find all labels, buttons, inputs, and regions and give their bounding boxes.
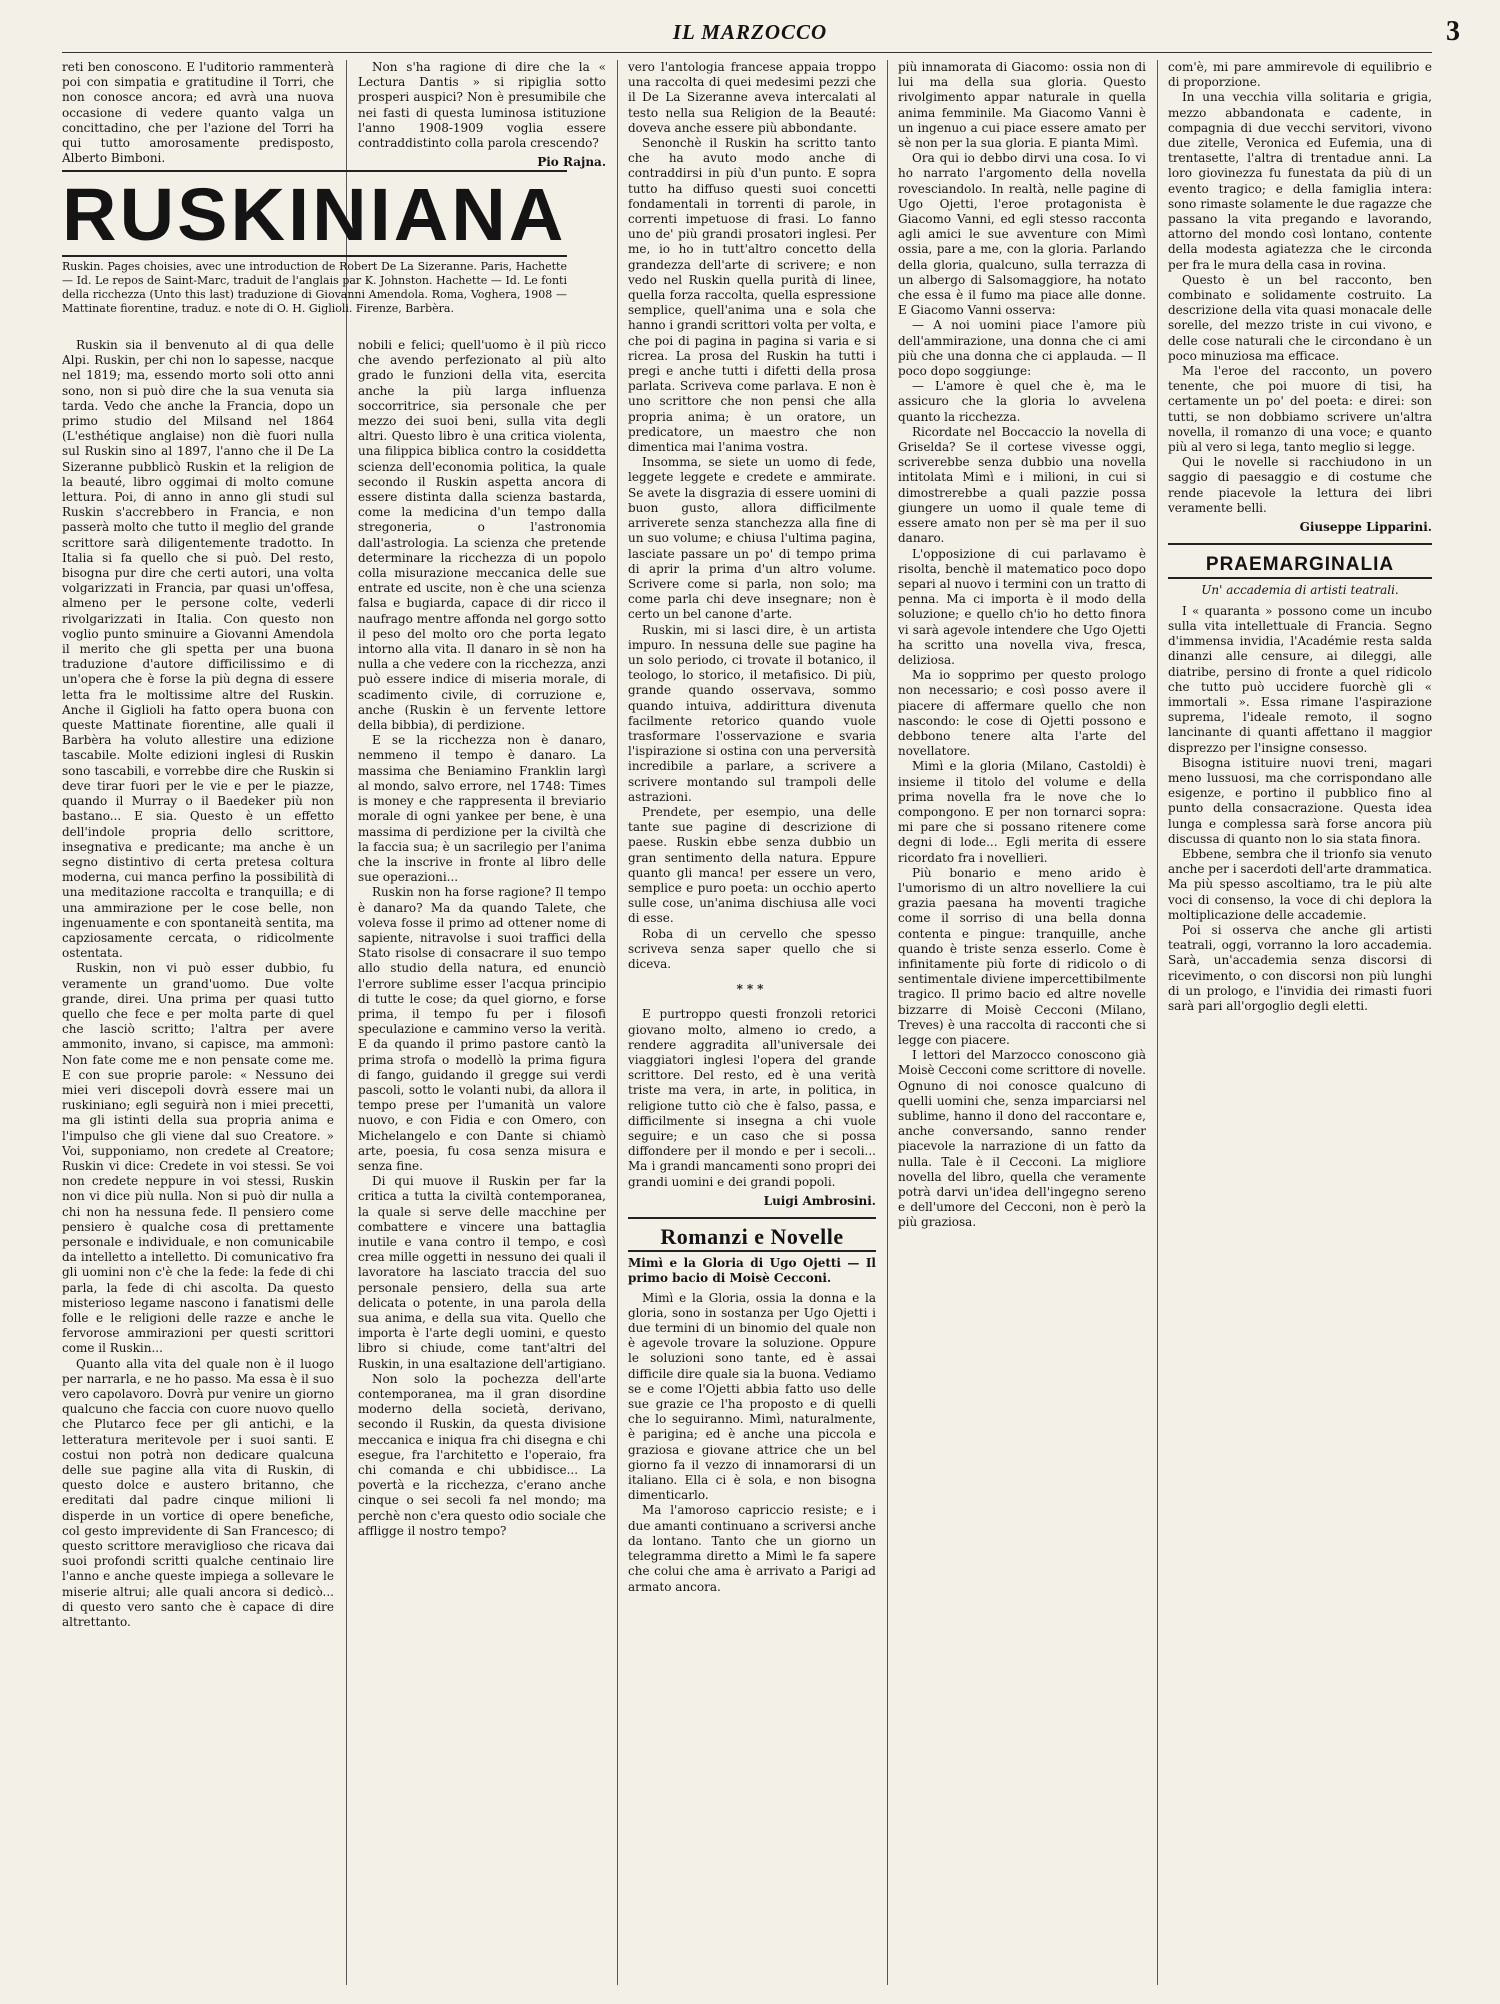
- column-rule: [887, 60, 888, 1985]
- section-rule: [628, 1217, 876, 1219]
- paragraph: Insomma, se siete un uomo di fede, leggete leggete e credete e ammirate. Se avete la disgrazia di essere uomini di buon gusto, allora difficilmente arriverete senza stanchezza alla fine di un suo volume; e chiusa l'ultima pagina, lasciate passare un po' di tempo prima di aprir la prima d'un altro volume. Scrivere come si parla, non solo; ma come parla chi deve insegnare; non è certo un bel canone d'arte.: [628, 455, 876, 622]
- paragraph: com'è, mi pare ammirevole di equilibrio e di proporzione.: [1168, 60, 1432, 90]
- paragraph: Roba di un cervello che spesso scriveva senza saper quello che si diceva.: [628, 926, 876, 971]
- paragraph: Senonchè il Ruskin ha scritto tanto che ha avuto modo anche di contraddirsi in più d'un punto. E sopra tutto ha diffuso questi suoi concetti fondamentali in torrenti di parole, in correnti impetuose di frasi. Lo fanno uno de' più grandi prosatori inglesi. Per me, io ho in tutt'altro concetto della grandezza dell'arte di scrivere; e non vedo nel Ruskin quella purità di linee, quella forza raccolta, quella espressione semplice, quell'anima una e sola che hanno i grandi scrittori volta per volta, e che poi di pagina in pagina si varia e si ricrea. La prosa del Ruskin ha tutti i pregi e anche tutti i difetti della prosa parlata. Scriveva come parlava. E non è uno scrittore che non pensi che alla propria anima; è un oratore, un predicatore, un maestro che non dimentica mai l'anima vostra.: [628, 136, 876, 455]
- title-rule-top: [62, 170, 567, 172]
- section-rule: [628, 1250, 876, 1252]
- column-5: [1168, 60, 1432, 1980]
- paragraph: Poi si osserva che anche gli artisti teatrali, oggi, vorranno la loro accademia. Sarà, un'accademia senza discorsi di ricevimento, o con discorsi non più lunghi di un prologo, e l'invidia dei rimasti fuori sarà pari all'orgoglio degli eletti.: [1168, 922, 1432, 1013]
- signature-lipparini: Giuseppe Lipparini.: [1299, 520, 1432, 535]
- column-rule: [617, 60, 618, 1985]
- paragraph: Ruskin non ha forse ragione? Il tempo è danaro? Ma da quando Talete, che voleva fosse il primo ad ottener nome di sapiente, nitravolse i suoi traffici della Stato risolse di consacrare il suo tempo allo studio della natura, ed enunciò l'errore sublime esser l'acqua principio di tutte le cose; da quel giorno, e forse prima, il tempo fu per i filosofi speculazione e cammino verso la verità. E da quando il primo pastore cantò la prima strofa o modellò la prima figura di fango, guidando il gregge sui verdi pascoli, sotto le volanti nubi, da allora il tempo prese per l'umanità un valore nuovo, e con Fidia e con Omero, con Michelangelo e con Dante si chiamò arte, poesia, fu cosa senza misura e senza fine.: [358, 885, 606, 1173]
- paragraph: Ricordate nel Boccaccio la novella di Griselda? Se il cortese vivesse oggi, scriverebbe senza dubbio una novella intitolata Mimì e i milioni, in cui si dimostrerebbe a quali pazzie possa giungere un uomo il quale teme di essere amato non per sè ma per il suo danaro.: [898, 424, 1146, 546]
- paragraph: più innamorata di Giacomo: ossia non di lui ma della sua gloria. Questo rivolgimento appar naturale in quella anima femminile. Ma Giacomo Vanni è un ingenuo a cui piace essere amato per sè non per la sua gloria. E pianta Mimì.: [898, 60, 1146, 151]
- paragraph: Mimì e la gloria (Milano, Castoldi) è insieme il titolo del volume e della prima novella fra le nove che lo compongono. E per non tornarci sopra: mi pare che si possano ritenere come degni di lode... Egli merita di essere ricordato fra i novellieri.: [898, 759, 1146, 865]
- intro-text-2: Non s'ha ragione di dire che la « Lectura Dantis » si ripiglia sotto prosperi auspici? Non è presumibile che nei fasti di questa luminosa istituzione l'anno 1908-1909 voglia essere contraddistinto colla parola crescendo?: [358, 60, 606, 151]
- paragraph: Ebbene, sembra che il trionfo sia venuto anche per i sacerdoti dell'arte drammatica. Ma più spesso ascoltiamo, tra le più alte voci di consenso, la voce di chi deplora la moltiplicazione delle accademie.: [1168, 846, 1432, 922]
- praemarginalia-title: PRAEMARGINALIA: [1205, 554, 1395, 576]
- intro-text-1: reti ben conoscono. E l'uditorio rammenterà poi con simpatia e gratitudine il Torri, che non conosce ancora; ed avrà una nuova occasione di vedere quanto valga un concittadino, che per l'azione del Torri ha qui tutto amorosamente predisposto, Alberto Bimboni.: [62, 60, 334, 166]
- column-1: [62, 338, 334, 1978]
- column-3: [628, 60, 876, 1980]
- page-number: 3: [1446, 16, 1460, 47]
- paragraph: Qui le novelle si racchiudono in un saggio di paesaggio e di costume che rende piacevole la lettura dei libri veramente belli.: [1168, 455, 1432, 515]
- paragraph: In una vecchia villa solitaria e grigia, mezzo abbandonata e cadente, in compagnia di due vecchi servitori, vivono due zitelle, Veronica ed Eufemia, una di trentasette, l'altra di trentadue anni. La loro giovinezza fu funestata da più di un evento tragico; e della famiglia intera: sono rimaste solamente le due ragazze che passano la vita pregando e lavorando, attorno del mondo così lontano, contente della modesta agiatezza che le circonda per fra le mura della casa in rovina.: [1168, 90, 1432, 272]
- newspaper-title: IL MARZOCCO: [672, 20, 828, 44]
- section-divider: ***: [736, 982, 768, 997]
- bibliography: Ruskin. Pages choisies, avec une introduction de Robert De La Sizeranne. Paris, Hachette — Id. Le repos de Saint-Marc, traduit de l'anglais par K. Johnston. Hachette — Id. Le fonti della ricchezza (Unto this last) traduzione di Giovanni Amendola. Roma, Voghera, 1908 — Mattinate fiorentine, traduz. e note di O. H. Giglioli. Firenze, Barbèra.: [62, 260, 567, 315]
- signature-rajna: Pio Rajna.: [537, 155, 606, 170]
- column-2: [358, 338, 606, 1978]
- paragraph: Ma l'eroe del racconto, un povero tenente, che poi muore di tisi, ha certamente un po' del poeta: e direi: son tutti, se non dobbiamo scrivere un'altra novella, il romanzo di una voce; e quanto più al vero si lega, tanto meglio si legge.: [1168, 364, 1432, 455]
- header-rule: [62, 52, 1432, 53]
- paragraph: Ma io sopprimo per questo prologo non necessario; e così posso avere il piacere di affermare quello che non nascondo: le cose di Ojetti possono e debbono tenere alta l'arte del novellatore.: [898, 668, 1146, 759]
- paragraph: Non solo la pochezza dell'arte contemporanea, ma il gran disordine moderno della società, derivano, secondo il Ruskin, da questa divisione meccanica e iniqua fra chi disegna e chi esegue, fra l'architetto e l'operaio, fra chi comanda e chi ubbidisce... La povertà e la ricchezza, c'erano anche cinque o sei secoli fa nel mondo; ma perchè non c'era questo odio sociale che affligge il nostro tempo?: [358, 1371, 606, 1538]
- intro-column-2: [358, 60, 606, 172]
- section-rule: [1168, 543, 1432, 545]
- paragraph: Ruskin sia il benvenuto al di qua delle Alpi. Ruskin, per chi non lo sapesse, nacque nel 1819; ma, essendo morto soli otto anni sono, non si può dire che la sua venuta sia tarda. Vedo che anche la Francia, dopo un primo studio del Milsand nel 1864 (L'esthétique anglaise) non diè fuori nulla sul Ruskin sino al 1897, l'anno che il De La Sizeranne pubblicò Ruskin et la religion de la beauté, libro oggimai di molto comune lettura. Poi, di anno in anno gli studi sul Ruskin s'accrebbero in Francia, e non passerà molto che tutto il meglio del grande scrittore sarà diligentemente tradotto. In Italia si fa quello che si può. Del resto, bisogna pur dire che certi autori, una volta volgarizzati in Francia, par quasi un'offesa, almeno per le persone colte, vederli rivolgarizzati in Italia. Con questo non voglio punto sminuire a Giovanni Amendola il merito che gli spetta per una buona traduzione d'autore difficilissimo e di un'opera che è forse la più degna di essere letta fra le moltissime altre del Ruskin. Anche il Giglioli ha fatto opera buona con queste Mattinate fiorentine, alle quali il Barbèra ha voluto allestire una edizione tascabile. Molte edizioni inglesi di Ruskin sono tascabili, e vorrebbe dire che Ruskin si deve tirar fuori per le vie e per le piazze, quando il Murray o il Baedeker più non bastano... E sia. Questo è un effetto dell'indole propria dello scrittore, insegnativa e predicante; ma anche è un segno distintivo di certa pretesa coltura moderna, cui manca perfino la possibilità di una meditazione raccolta e tranquilla; e di una ammirazione per le cose belle, non ingenuamente e con spontaneità sentita, ma capziosamente cercata, o ridicolmente ostentata.: [62, 338, 334, 961]
- column-rule: [1157, 60, 1158, 1985]
- praemarginalia-subtitle: Un' accademia di artisti teatrali.: [1201, 582, 1399, 597]
- column-rule: [346, 60, 347, 1985]
- paragraph: vero l'antologia francese appaia troppo una raccolta di quei medesimi pezzi che il De La Sizeranne aveva intercalati al testo nella sua Religion de la Beauté: doveva anche essere più abbondante.: [628, 60, 876, 135]
- romanzi-title: Romanzi e Novelle: [660, 1224, 844, 1250]
- intro-column-1: [62, 60, 334, 170]
- paragraph: I lettori del Marzocco conoscono già Moisè Cecconi come scrittore di novelle. Ognuno di noi conosce qualcuno di quelli uomini che, senza imparciarsi nel sublime, hanno il dono del raccontare e, anche conversando, sanno render piacevole la narrazione di un fatto da nulla. Tale è il Cecconi. La migliore novella del libro, quella che veramente potrà darvi un'idea dell'ingegno sereno e dell'umore del Cecconi, non è però la più graziosa.: [898, 1048, 1146, 1230]
- paragraph: — A noi uomini piace l'amore più dell'ammirazione, una donna che ci ami più che una donna che ci applauda. — Il poco dopo soggiunge:: [898, 318, 1146, 379]
- paragraph: Ma l'amoroso capriccio resiste; e i due amanti continuano a scriversi anche da lontano. Tanto che un giorno un telegramma diretto a Mimì le fa sapere che colui che ama è arrivato a Parigi ad armato ancora.: [628, 1503, 876, 1594]
- paragraph: Ruskin, mi si lasci dire, è un artista impuro. In nessuna delle sue pagine ha un solo periodo, ci trovate il botanico, il teologo, lo storico, il metafisico. Di più, grande quando osservava, sommo quando intuiva, addirittura divenuta facilmente retorico quando vuole trasformare l'osservazione e svaria l'ispirazione si ostina con una perversità incredibile a parlare, a scrivere a scrivere montando sul trampoli delle astrazioni.: [628, 622, 876, 804]
- paragraph: Più bonario e meno arido è l'umorismo di un altro novelliere la cui grazia paesana ha moventi tragiche come il sorriso di una bella donna contenta e pingue: tranquille, anche quando è triste senza esserlo. Come è infinitamente più forte di ridicolo o di sentimentale diviene impercettibilmente tragico. Il primo bacio ed altre novelle bizzarre di Moisè Cecconi (Milano, Treves) è una raccolta di racconti che si legge con piacere.: [898, 865, 1146, 1047]
- paragraph: Quanto alla vita del quale non è il luogo per narrarla, e ne ho passo. Ma essa è il suo vero capolavoro. Dovrà pur venire un giorno qualcuno che faccia con cuore nuovo quello che Plutarco fece per gli antichi, e la letteratura meritevole per i suoi santi. E costui non potrà non dedicare qualcuna delle sue pagine alla vita di Ruskin, di questo dolce e austero britanno, che ereditati dal padre cinque milioni li disperde in un vortice di opere benefiche, col gesto imprevidente di San Francesco; di questo scrittore meraviglioso che ricava dai suoi profondi scritti qualche centinaio lire l'anno e anche queste impiega a sollevare le miserie altrui; alle quali ancora si dedicò... di questo vero santo che è capace di dire altrettanto.: [62, 1356, 334, 1630]
- paragraph: Di qui muove il Ruskin per far la critica a tutta la civiltà contemporanea, la quale si serve delle macchine per combattere e vincere una battaglia inutile e vana contro il tempo, e così crea mille oggetti in nessuno dei quali il lavoratore ha lasciato traccia del suo personale pensiero, della sua arte delicata o potente, in una parola della sua anima, e della sua vita. Quello che importa è l'arte degli uomini, e questo libro si chiude, come tant'altri del Ruskin, in una esaltazione dell'artigiano.: [358, 1174, 606, 1371]
- paragraph: nobili e felici; quell'uomo è il più ricco che avendo perfezionato al più alto grado le funzioni della vita, esercita anche la più larga influenza soccorritrice, sia personale che per mezzo dei suoi beni, sulla vita degli altri. Questo libro è una critica violenta, una filippica biblica contro la cosiddetta scienza dell'economia politica, la quale secondo il Ruskin aspetta ancora di essere distinta dalla scienza bastarda, come la medicina d'un tempo dalla stregoneria, o l'astronomia dall'astrologia. La scienza che pretende determinare la ricchezza di un popolo colla misurazione meccanica delle sue entrate ed uscite, non è che una scienza falsa e bugiarda, capace di dir ricco il naufrago mentre affonda nel gorgo sotto il peso del molto oro che porta legato intorno alla vita. Il danaro in sè non ha nulla a che vedere con la ricchezza, anzi può essere indice di miseria morale, di scadimento civile, di corruzione e, anche (Ruskin è un fervente lettore della bibbia), di perdizione.: [358, 338, 606, 733]
- paragraph: L'opposizione di cui parlavamo è risolta, benchè il matematico poco dopo separi al nuovo i termini con un tratto di penna. Ma ci importa è il modo della soluzione; e quello ch'io ho detto finora vi sarà agevole intendere che Ugo Ojetti ha scritto una novella viva, fresca, deliziosa.: [898, 546, 1146, 667]
- paragraph: Questo è un bel racconto, ben combinato e solidamente costruito. La descrizione della vita quasi monacale delle sorelle, del mezzo triste in cui vivono, e delle cose naturali che le circondano è un poco minuziosa ma efficace.: [1168, 272, 1432, 363]
- column-4: [898, 60, 1146, 1980]
- ruskiniana-title: RUSKINIANA: [62, 173, 567, 256]
- section-rule: [1168, 577, 1432, 579]
- paragraph: Ora qui io debbo dirvi una cosa. Io vi ho narrato l'argomento della novella rovesciandolo. In realtà, nelle pagine di Ugo Ojetti, l'eroe protagonista è Giacomo Vanni, ed egli stesso racconta agli amici le sue avventure con Mimì ossia, pare a me, con la gloria. Parlando della gloria, qualcuno, sulla terrazza di un albergo di Salsomaggiore, ha notato che essa è il fumo ma piace alle donne. E Giacomo Vanni osserva:: [898, 151, 1146, 318]
- paragraph: — L'amore è quel che è, ma le assicuro che la gloria lo avvelena quanto la ricchezza.: [898, 379, 1146, 424]
- romanzi-subtitle: Mimì e la Gloria di Ugo Ojetti — Il primo bacio di Moisè Cecconi.: [628, 1256, 876, 1286]
- paragraph: E purtroppo questi fronzoli retorici giovano molto, almeno io credo, a rendere aggradita all'universale dei viaggiatori inglesi l'opera del grande scrittore. Del resto, ed è una verità triste ma vera, in arte, in politica, in religione tutto ciò che è falso, passa, e difficilmente si insegna a chi vuole seguire; e un caso che si possa diffondere per il mondo e per i secoli... Ma i grandi mancamenti sono propri dei grandi uomini e dei grandi popoli.: [628, 1007, 876, 1189]
- paragraph: Ruskin, non vi può esser dubbio, fu veramente un grand'uomo. Due volte grande, direi. Una prima per quasi tutto quello che fece e per molta parte di quel che lasciò scritto; l'altra per avere ammonito, invano, si capisce, ma ammonì: Non fate come me e non pensate come me. E con sue proprie parole: « Nessuno dei miei veri discepoli dovrà essere mai un ruskiniano; egli seguirà non i miei precetti, ma gli istinti della sua propria anima e l'impulso che gli viene dal suo Creatore. » Voi, supponiamo, non credete al Creatore; Ruskin vi dice: Credete in voi stessi. Se voi non credete neppure in voi stessi, Ruskin non vi dice più nulla. Non si può dir nulla a chi non ha nessuna fede. Il pensiero come pensiero è qualche cosa di prettamente personale e individuale, e non comunicabile da intelletto a intelletto. Di comunicativo fra gli uomini non c'è che la fede: la fede di chi parla, la fede di chi ascolta. Da questo misterioso legame nascono i fanatismi delle folle e le religioni delle razze e anche le fervorose ammirazioni per questi scrittori come il Ruskin...: [62, 961, 334, 1356]
- paragraph: I « quaranta » possono come un incubo sulla vita intellettuale di Francia. Segno d'immensa invidia, l'Académie resta salda dinanzi alle censure, ai dileggi, alle diatribe, persino di fronte a quel ridicolo che tutto può uccidere fuorchè gli « immortali ». Essa rimane l'aspirazione suprema, l'ideale remoto, il sogno lancinante di quanti affettano il maggior disprezzo per l'insigne consesso.: [1168, 603, 1432, 755]
- signature-ambrosini: Luigi Ambrosini.: [763, 1193, 876, 1208]
- paragraph: Mimì e la Gloria, ossia la donna e la gloria, sono in sostanza per Ugo Ojetti i due termini di un binomio del quale non è agevole trovare la soluzione. Oppure le soluzioni sono tante, ed è assai difficile dire quale sia la buona. Vediamo se e come l'Ojetti abbia fatto uso delle sue grazie ce l'ha proposto e di quelli che lo seguiranno. Mimì, naturalmente, è parigina; ed è anche una piccola e graziosa e giovane attrice che un bel giorno fa il vezzo di innamorarsi di un italiano. Ella ci è sola, e non bisogna dimenticarlo.: [628, 1290, 876, 1503]
- paragraph: E se la ricchezza non è danaro, nemmeno il tempo è danaro. La massima che Beniamino Franklin largì al mondo, salvo errore, nel 1748: Times is money e che rappresenta il breviario morale di ogni yankee per bene, è una massima di perdizione per la civiltà che la faccia sua; è un sacrilegio per l'anima che la inscrive in fronte al libro delle sue operazioni...: [358, 733, 606, 885]
- title-rule-bottom: [62, 255, 567, 257]
- paragraph: Prendete, per esempio, una delle tante sue pagine di descrizione di paese. Ruskin ebbe senza dubbio un gran sentimento della natura. Eppure quanto gli manca! per essere un vero, semplice e puro poeta: un occhio aperto sulle cose, un'anima dischiusa alle voci di esse.: [628, 804, 876, 926]
- paragraph: Bisogna istituire nuovi treni, magari meno lussuosi, ma che corrispondano alle esigenze, e portino il pubblico fino al punto della consacrazione. Questa idea lunga e complessa sarà forse ancora più discussa di quanto non lo sia stata finora.: [1168, 755, 1432, 846]
